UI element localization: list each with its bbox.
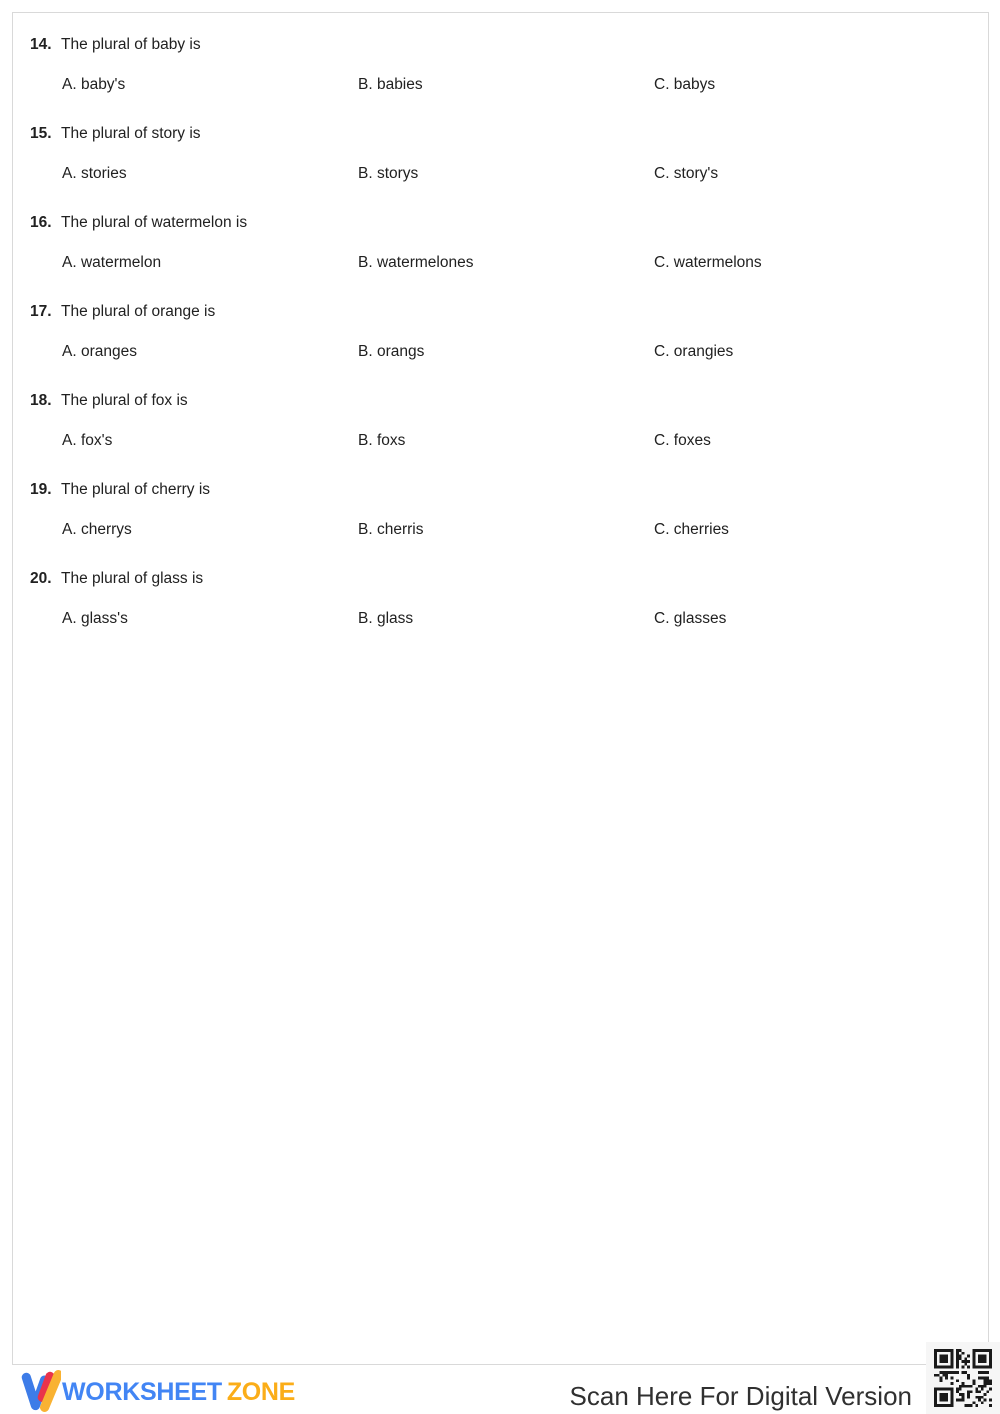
question-20 [13,568,988,629]
option-b: B. babies [358,76,423,93]
question-line [13,34,988,55]
option-b: B. foxs [358,432,406,449]
option-b: B. glass [358,610,414,627]
option-c: C. story's [654,165,719,182]
option-c: C. orangies [654,343,734,360]
question-prompt: The plural of orange is [61,303,216,320]
option-c: C. cherries [654,521,729,538]
question-19 [13,479,988,540]
logo-word-zone: ZONE [226,1378,296,1406]
option-b: B. storys [358,165,419,182]
question-14 [13,34,988,95]
option-a: A. stories [62,165,127,182]
options-row [13,430,988,451]
question-line [13,301,988,322]
option-c: C. watermelons [654,254,762,271]
option-c: C. babys [654,76,716,93]
question-line [13,568,988,589]
question-number: 19. [30,481,52,498]
option-c: C. glasses [654,610,727,627]
option-b: B. watermelones [358,254,474,271]
question-prompt: The plural of story is [61,125,201,142]
question-number: 16. [30,214,52,231]
options-row [13,519,988,540]
worksheet-page [12,12,989,1365]
option-b: B. orangs [358,343,425,360]
options-row [13,163,988,184]
question-number: 18. [30,392,52,409]
question-17 [13,301,988,362]
question-prompt: The plural of cherry is [61,481,211,498]
option-b: B. cherris [358,521,424,538]
worksheet-zone-logo-text [62,1377,295,1407]
option-a: A. baby's [62,76,126,93]
worksheet-zone-logo-icon [19,1368,61,1414]
option-a: A. glass's [62,610,128,627]
question-prompt: The plural of fox is [61,392,188,409]
question-18 [13,390,988,451]
question-line [13,212,988,233]
qr-code [926,1342,1000,1414]
options-row [13,341,988,362]
logo-word-worksheet: WORKSHEET [62,1378,222,1406]
question-number: 20. [30,570,52,587]
option-a: A. fox's [62,432,113,449]
question-prompt: The plural of baby is [61,36,201,53]
question-line [13,123,988,144]
question-number: 17. [30,303,52,320]
option-a: A. watermelon [62,254,162,271]
question-number: 14. [30,36,52,53]
option-c: C. foxes [654,432,711,449]
question-prompt: The plural of watermelon is [61,214,248,231]
options-row [13,74,988,95]
question-16 [13,212,988,273]
question-prompt: The plural of glass is [61,570,204,587]
question-line [13,390,988,411]
options-row [13,608,988,629]
option-a: A. oranges [62,343,137,360]
question-line [13,479,988,500]
question-number: 15. [30,125,52,142]
scan-here-label: Scan Here For Digital Version [569,1381,912,1411]
options-row [13,252,988,273]
qr-code-image [934,1349,992,1407]
option-a: A. cherrys [62,521,132,538]
question-15 [13,123,988,184]
